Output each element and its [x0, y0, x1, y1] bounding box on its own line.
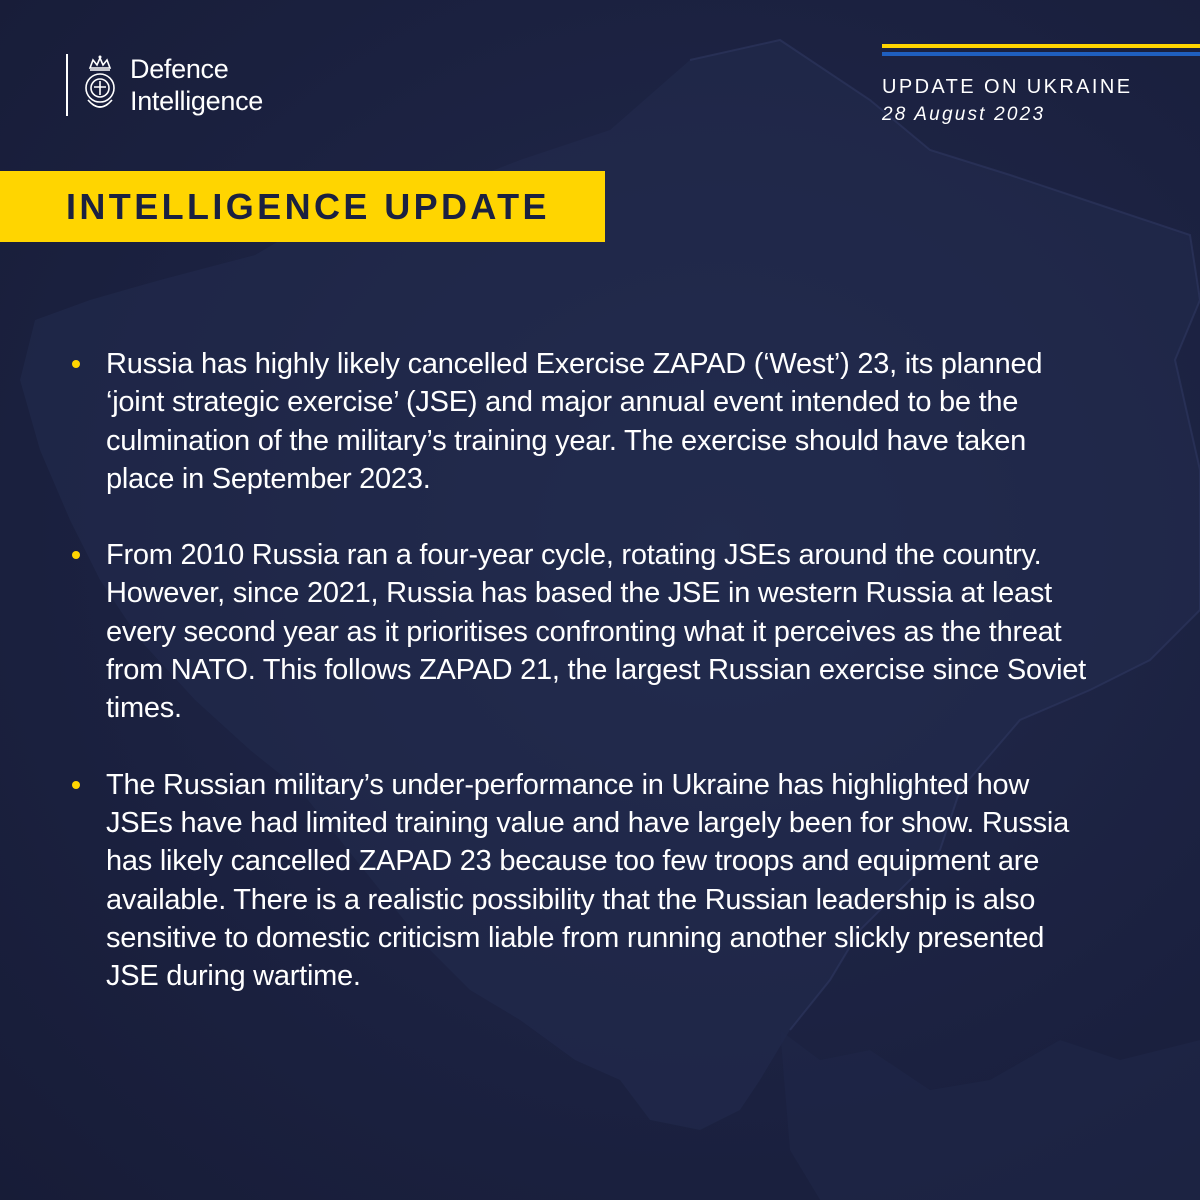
ukraine-flag-stripes: [882, 44, 1200, 56]
brand-line-1: Defence: [130, 54, 229, 84]
bullet-list: [106, 345, 1086, 995]
bullet-dot-icon: [72, 781, 80, 789]
bullet-text: The Russian military’s under-performance in Ukraine has highlighted how JSEs have had limited training value and have largely been for show. Russia has likely cancelled ZAPAD 23 because too few troops and equipment are available. There is a realistic possibility that the Russian leadership is also sensitive to domestic criticism liable from running another slickly presented JSE during wartime.: [106, 768, 1069, 993]
royal-crest-icon: [78, 54, 122, 116]
intelligence-update-banner: [0, 171, 605, 242]
defence-intelligence-logo: [66, 52, 263, 118]
update-date: 28 August 2023: [882, 104, 1046, 125]
bullet-item: [106, 345, 1086, 498]
banner-label: INTELLIGENCE UPDATE: [66, 186, 550, 227]
logo-divider: [66, 54, 68, 116]
update-title: UPDATE ON UKRAINE: [882, 76, 1133, 98]
brand-line-2: Intelligence: [130, 86, 263, 116]
bullet-dot-icon: [72, 360, 80, 368]
brand-name: [130, 53, 263, 117]
bullet-item: [106, 536, 1086, 727]
bullet-text: Russia has highly likely cancelled Exercise ZAPAD (‘West’) 23, its planned ‘joint strategic exercise’ (JSE) and major annual event intended to be the culmination of the military’s training year. The exercise should have taken place in September 2023.: [106, 348, 1043, 495]
bullet-item: [106, 766, 1086, 996]
flag-stripe-yellow: [882, 44, 1200, 48]
flag-stripe-blue: [882, 52, 1200, 56]
bullet-text: From 2010 Russia ran a four-year cycle, rotating JSEs around the country. However, since 2021, Russia has based the JSE in western Russia at least every second year as it prioritises confronting what it perceives as the threat from NATO. This follows ZAPAD 21, the largest Russian exercise since Soviet times.: [106, 539, 1086, 725]
